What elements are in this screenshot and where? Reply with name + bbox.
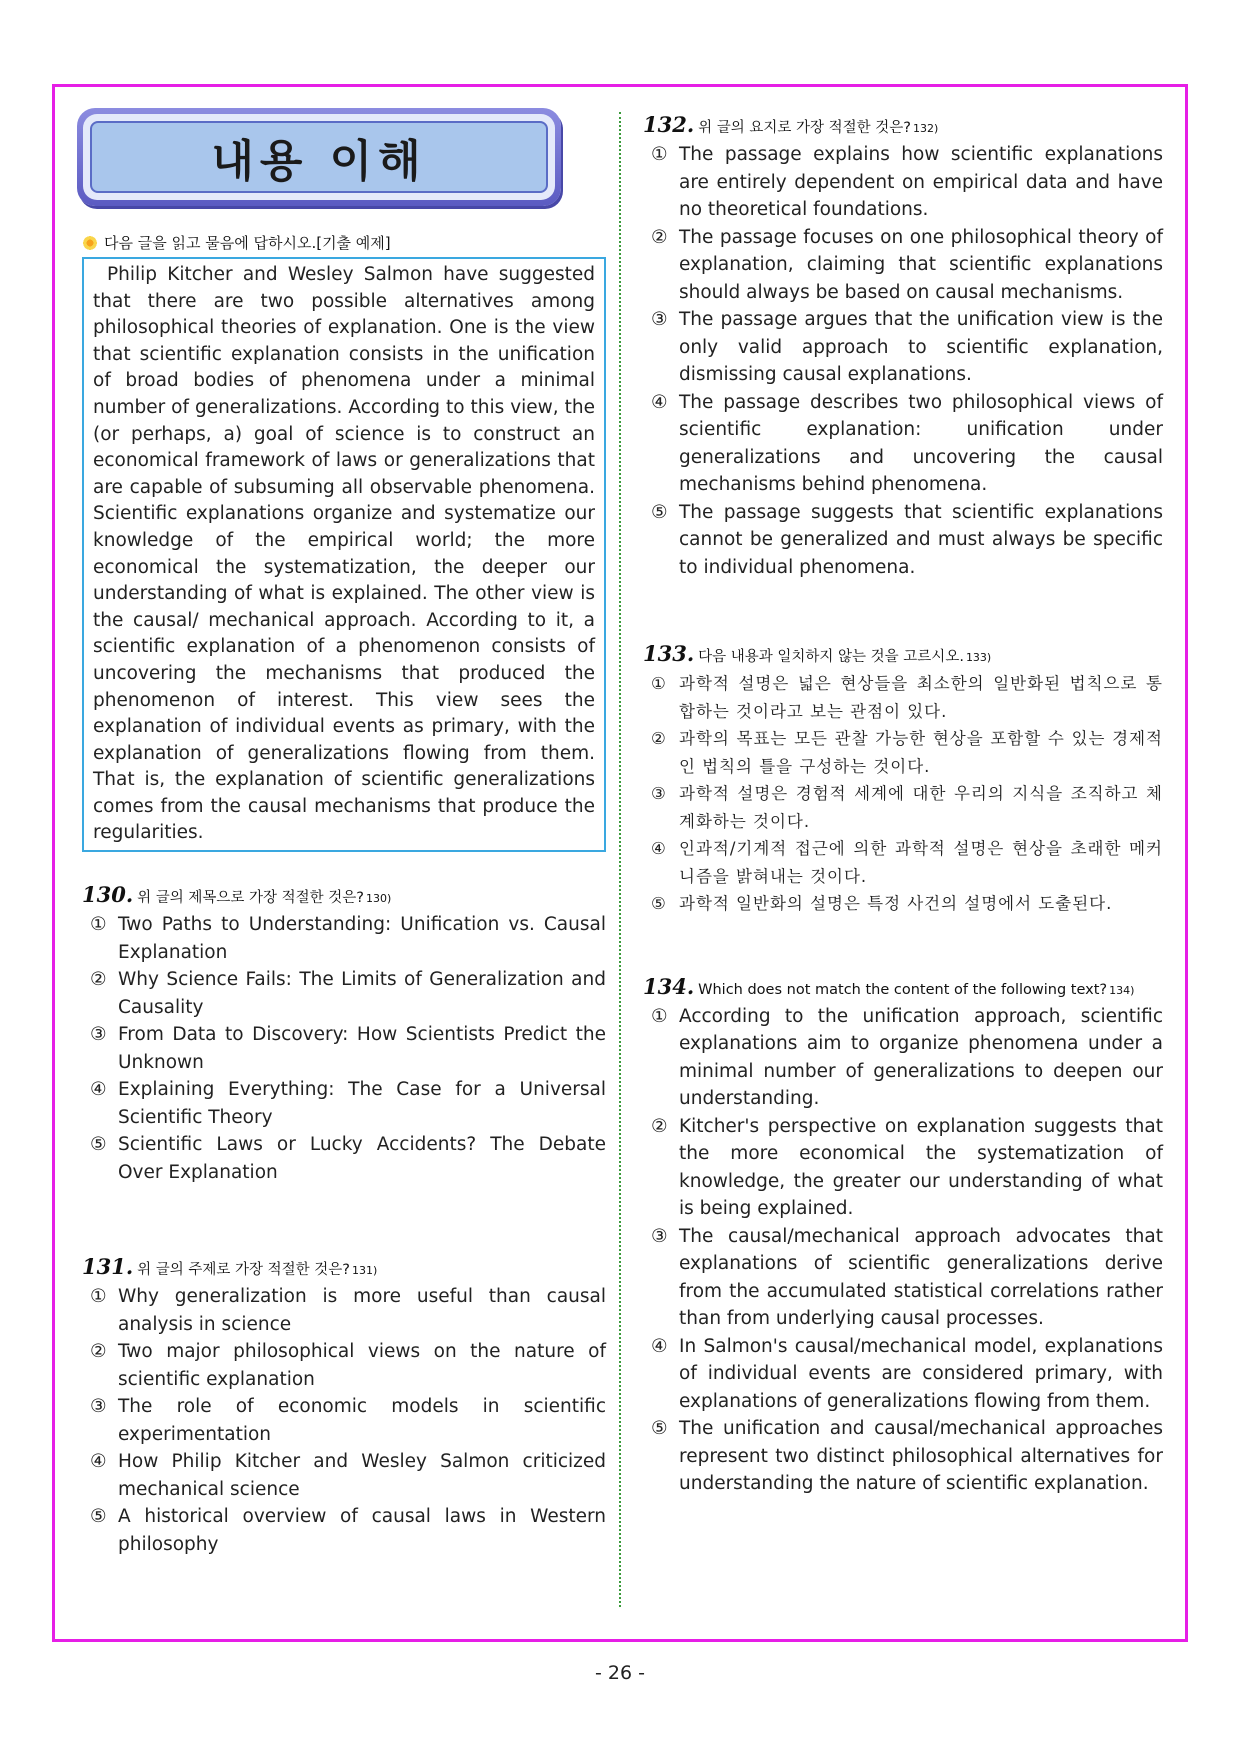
question-number: 130. bbox=[82, 882, 134, 908]
flower-icon bbox=[82, 235, 98, 251]
question-131 bbox=[82, 1254, 606, 1558]
question-number: 133. bbox=[643, 641, 695, 666]
option[interactable]: ② Why Science Fails: The Limits of Generalization and Causality bbox=[90, 969, 606, 1018]
right-column bbox=[643, 112, 1163, 1498]
option[interactable]: ③ The passage argues that the unification view is the only valid approach to scientific explanation, dismissing causal explanations. bbox=[651, 309, 1163, 385]
footnote-ref: 131) bbox=[352, 1264, 378, 1278]
option-list bbox=[82, 1283, 606, 1558]
option[interactable]: ② Two major philosophical views on the nature of scientific explanation bbox=[90, 1341, 606, 1390]
option[interactable]: ④ How Philip Kitcher and Wesley Salmon criticized mechanical science bbox=[90, 1451, 606, 1500]
question-number: 134. bbox=[643, 973, 695, 999]
option[interactable]: ④ The passage describes two philosophical views of scientific explanation: unification under generalizations and uncovering the causal mechanisms behind phenomena. bbox=[651, 391, 1163, 495]
option-list bbox=[643, 141, 1163, 581]
question-133 bbox=[643, 641, 1163, 918]
option[interactable]: ① The passage explains how scientific explanations are entirely dependent on empirical data and have no theoretical foundations. bbox=[651, 144, 1163, 220]
section-title: 내용 이해 bbox=[211, 136, 427, 187]
option[interactable]: ⑤ The passage suggests that scientific explanations cannot be generalized and must always be specific to individual phenomena. bbox=[651, 501, 1163, 578]
footnote-ref: 132) bbox=[913, 122, 939, 135]
option[interactable]: ① According to the unification approach, scientific explanations aim to organize phenomena under a minimal number of generalizations to deepen our understanding. bbox=[651, 1005, 1163, 1109]
option-list bbox=[643, 670, 1163, 918]
question-prompt: Which does not match the content of the following text? bbox=[698, 981, 1108, 998]
left-column bbox=[82, 108, 606, 1558]
question-132 bbox=[643, 112, 1163, 581]
option[interactable]: ③ The role of economic models in scientific experimentation bbox=[90, 1396, 606, 1445]
footnote-ref: 130) bbox=[366, 892, 392, 906]
question-prompt: 위 글의 요지로 가장 적절한 것은? bbox=[698, 120, 911, 136]
option[interactable]: ① 과학적 설명은 넓은 현상들을 최소한의 일반화된 법칙으로 통합하는 것이라고 보는 관점이 있다. bbox=[651, 674, 1163, 721]
question-number: 131. bbox=[82, 1254, 134, 1280]
option[interactable]: ④ In Salmon's causal/mechanical model, explanations of individual events are considered primary, with explanations of generalizations flowing from them. bbox=[651, 1335, 1163, 1412]
option[interactable]: ① Why generalization is more useful than causal analysis in science bbox=[90, 1286, 606, 1335]
option[interactable]: ③ The causal/mechanical approach advocates that explanations of scientific generalizations derive from the accumulated statistical correlations rather than from underlying causal processes. bbox=[651, 1225, 1163, 1329]
question-prompt: 다음 내용과 일치하지 않는 것을 고르시오. bbox=[698, 649, 964, 665]
reading-passage: Philip Kitcher and Wesley Salmon have suggested that there are two possible alternatives among philosophical theories of explanation. One is the view that scientific explanation consists in the unification of broad bodies of phenomena under a minimal number of generalizations. According to this view, the (or perhaps, a) goal of science is to construct an economical framework of laws or generalizations that are capable of subsuming all observable phenomena. Scientific explanations organize and systematize our knowledge of the empirical world; the more economical the systematization, the deeper our understanding of what is explained. The other view is the causal/ mechanical approach. According to it, a scientific explanation of a phenomenon consists of uncovering the mechanisms that produced the phenomenon of interest. This view sees the explanation of individual events as primary, with the explanation of generalizations flowing from them. That is, the explanation of scientific generalizations comes from the causal mechanisms that produce the regularities. bbox=[82, 257, 606, 852]
option[interactable]: ③ From Data to Discovery: How Scientists Predict the Unknown bbox=[90, 1024, 606, 1073]
option-list bbox=[643, 1003, 1163, 1498]
footnote-ref: 134) bbox=[1109, 983, 1135, 997]
question-prompt: 위 글의 제목으로 가장 적절한 것은? bbox=[137, 890, 364, 907]
option-list bbox=[82, 911, 606, 1186]
option[interactable]: ⑤ 과학적 일반화의 설명은 특정 사건의 설명에서 도출된다. bbox=[651, 894, 1113, 913]
option[interactable]: ④ Explaining Everything: The Case for a Universal Scientific Theory bbox=[90, 1079, 606, 1128]
option[interactable]: ① Two Paths to Understanding: Unification vs. Causal Explanation bbox=[90, 914, 606, 963]
option[interactable]: ⑤ The unification and causal/mechanical approaches represent two distinct philosophical alternatives for understanding the nature of scientific explanation. bbox=[651, 1418, 1163, 1494]
question-134 bbox=[643, 974, 1163, 1498]
column-divider bbox=[619, 112, 621, 1607]
instruction-text: 다음 글을 읽고 물음에 답하시오.[기출 예제] bbox=[104, 234, 391, 252]
question-prompt: 위 글의 주제로 가장 적절한 것은? bbox=[137, 1262, 350, 1279]
option[interactable]: ④ 인과적/기계적 접근에 의한 과학적 설명은 현상을 초래한 메커니즘을 밝혀내는 것이다. bbox=[651, 839, 1163, 886]
footnote-ref: 133) bbox=[965, 651, 992, 664]
instruction bbox=[82, 232, 606, 253]
option[interactable]: ⑤ A historical overview of causal laws in Western philosophy bbox=[90, 1506, 606, 1555]
question-number: 132. bbox=[643, 112, 695, 137]
question-130 bbox=[82, 882, 606, 1186]
option[interactable]: ② The passage focuses on one philosophical theory of explanation, claiming that scientific explanations should always be based on causal mechanisms. bbox=[651, 226, 1163, 303]
page-number: - 26 - bbox=[595, 1662, 645, 1684]
option[interactable]: ② 과학의 목표는 모든 관찰 가능한 현상을 포함할 수 있는 경제적인 법칙의 틀을 구성하는 것이다. bbox=[651, 729, 1163, 776]
section-banner bbox=[77, 108, 561, 206]
option[interactable]: ② Kitcher's perspective on explanation suggests that the more economical the systematization of knowledge, the greater our understanding of what is being explained. bbox=[651, 1115, 1163, 1219]
option[interactable]: ⑤ Scientific Laws or Lucky Accidents? The Debate Over Explanation bbox=[90, 1134, 606, 1183]
option[interactable]: ③ 과학적 설명은 경험적 세계에 대한 우리의 지식을 조직하고 체계화하는 것이다. bbox=[651, 784, 1163, 831]
